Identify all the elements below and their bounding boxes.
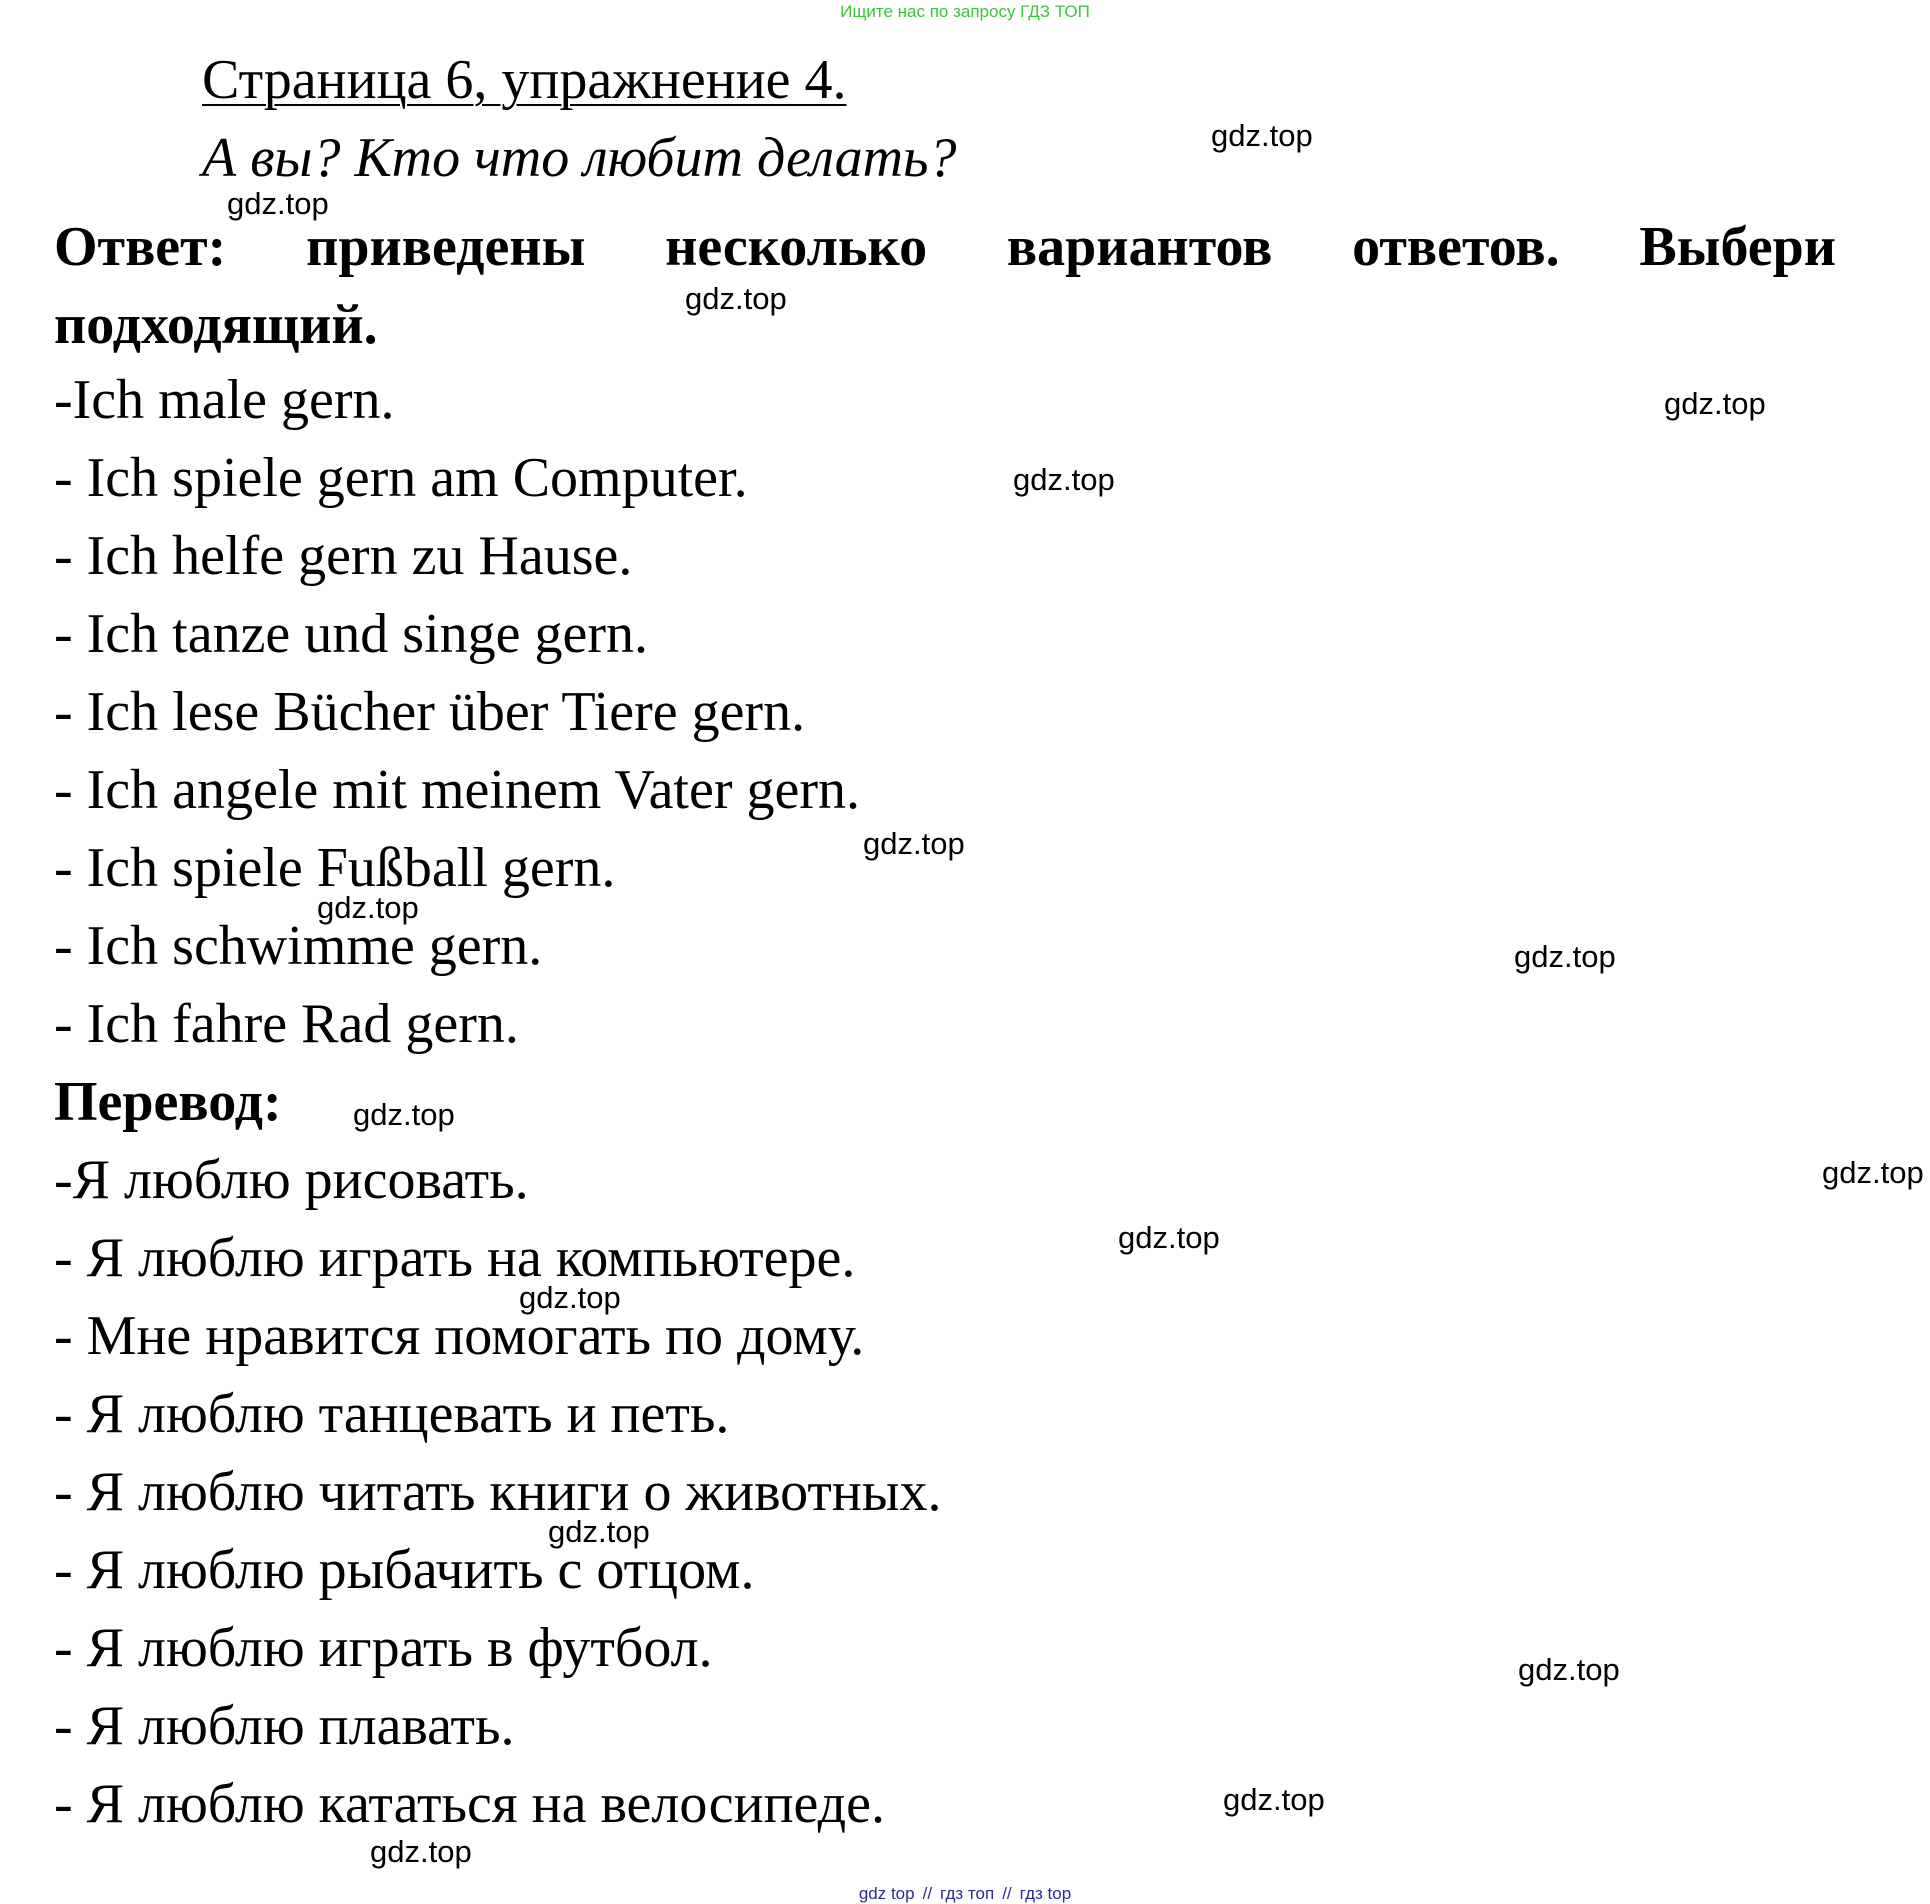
- russian-line: - Мне нравится помогать по дому.: [54, 1305, 865, 1367]
- page-title: Страница 6, упражнение 4.: [202, 49, 847, 111]
- german-line: - Ich helfe gern zu Hause.: [54, 525, 633, 587]
- russian-line: -Я люблю рисовать.: [54, 1149, 529, 1211]
- german-line: - Ich tanze und singe gern.: [54, 603, 648, 665]
- watermark: gdz.top: [370, 1834, 472, 1869]
- russian-line: - Я люблю читать книги о животных.: [54, 1461, 942, 1523]
- answer-text: Ответ: приведены несколько вариантов ответов. Выбери подходящий.: [54, 216, 1836, 356]
- footer-separator: //: [1002, 1884, 1012, 1903]
- german-line: - Ich spiele Fußball gern.: [54, 837, 616, 899]
- russian-line: - Я люблю кататься на велосипеде.: [54, 1773, 886, 1835]
- german-line: - Ich angele mit meinem Vater gern.: [54, 759, 860, 821]
- top-banner: Ищите нас по запросу ГДЗ ТОП: [840, 2, 1090, 21]
- watermark: gdz.top: [1211, 118, 1313, 153]
- footer-link[interactable]: gdz top: [858, 1884, 915, 1903]
- german-line: - Ich fahre Rad gern.: [54, 993, 519, 1055]
- footer-separator: //: [922, 1884, 933, 1903]
- german-line: - Ich schwimme gern.: [54, 915, 543, 977]
- watermark: gdz.top: [1518, 1652, 1620, 1687]
- german-line: -Ich male gern.: [54, 369, 395, 431]
- footer-link[interactable]: гдз топ: [940, 1884, 995, 1903]
- russian-line: - Я люблю рыбачить с отцом.: [54, 1539, 755, 1601]
- watermark: gdz.top: [1664, 386, 1766, 421]
- russian-line: - Я люблю играть на компьютере.: [54, 1227, 856, 1289]
- watermark: gdz.top: [1118, 1220, 1220, 1255]
- watermark: gdz.top: [317, 890, 419, 925]
- footer-link[interactable]: гдз top: [1019, 1884, 1072, 1903]
- footer-links: [0, 1884, 1930, 1904]
- watermark: gdz.top: [1514, 939, 1616, 974]
- russian-line: - Я люблю плавать.: [54, 1695, 515, 1757]
- german-line: - Ich lese Bücher über Tiere gern.: [54, 681, 806, 743]
- watermark: gdz.top: [1223, 1782, 1325, 1817]
- german-line: - Ich spiele gern am Computer.: [54, 447, 748, 509]
- russian-line: - Я люблю играть в футбол.: [54, 1617, 713, 1679]
- watermark: gdz.top: [863, 826, 965, 861]
- watermark: gdz.top: [353, 1097, 455, 1132]
- exercise-subtitle: А вы? Кто что любит делать?: [202, 127, 957, 189]
- translation-heading: Перевод:: [54, 1071, 282, 1133]
- watermark: gdz.top: [1013, 462, 1115, 497]
- watermark: gdz.top: [519, 1280, 621, 1315]
- watermark: gdz.top: [548, 1514, 650, 1549]
- watermark: gdz.top: [1822, 1155, 1924, 1190]
- russian-line: - Я люблю танцевать и петь.: [54, 1383, 730, 1445]
- watermark: gdz.top: [685, 281, 787, 316]
- watermark: gdz.top: [227, 186, 329, 221]
